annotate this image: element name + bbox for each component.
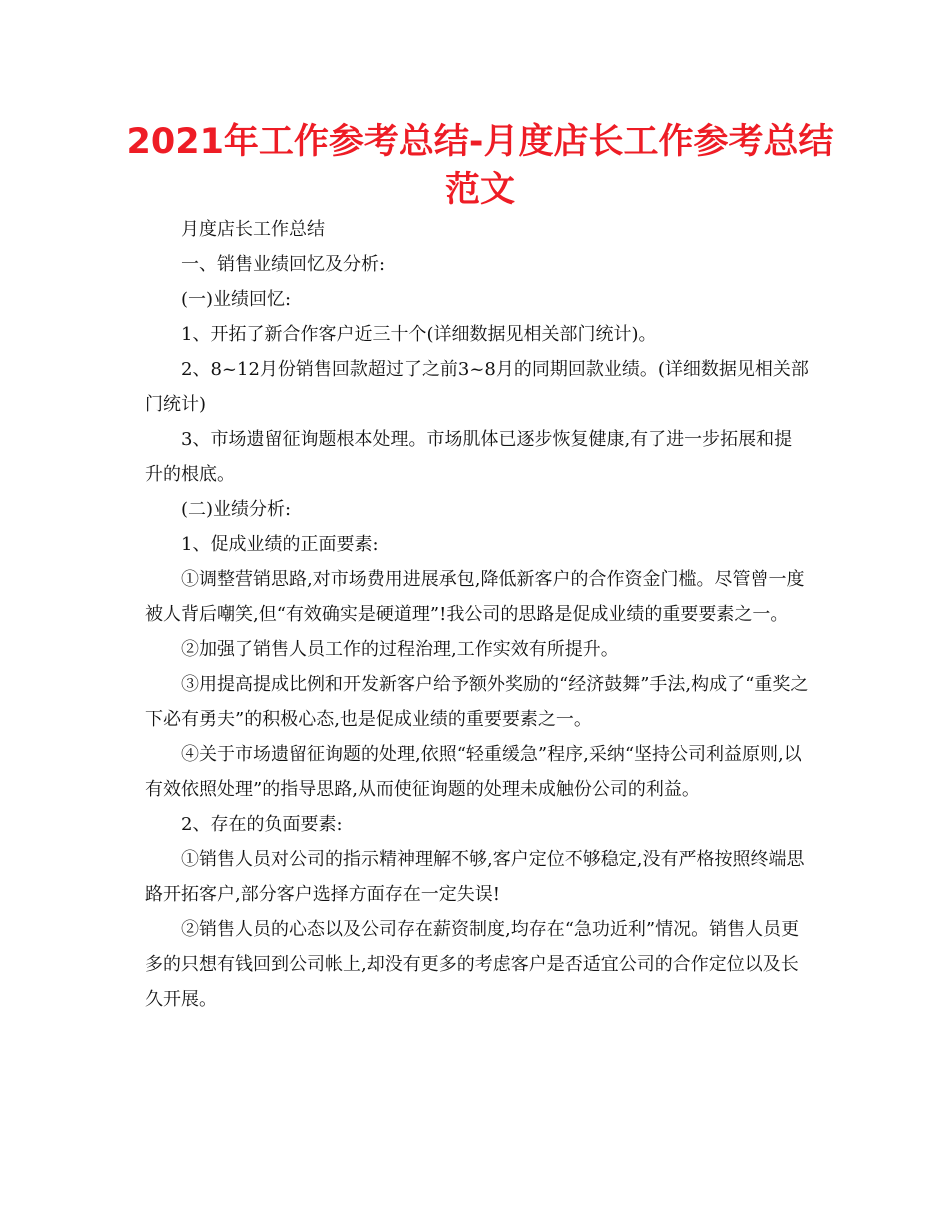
paragraph: ②加强了销售人员工作的过程治理,工作实效有所提升。 <box>181 639 619 660</box>
paragraph: 2、8~12月份销售回款超过了之前3~8月的同期回款业绩。(详细数据见相关部门统计) <box>145 359 809 415</box>
paragraph: 3、市场遗留征询题根本处理。市场肌体已逐步恢复健康,有了进一步拓展和提升的根底。 <box>145 429 793 485</box>
paragraph-subsection-1: (一)业绩回忆: <box>181 289 292 310</box>
paragraph: 2、存在的负面要素: <box>181 814 343 835</box>
paragraph-subsection-2: (二)业绩分析: <box>181 499 292 520</box>
paragraph-section-1: 一、销售业绩回忆及分析: <box>181 254 386 275</box>
document-body <box>145 212 810 1017</box>
paragraph: ③用提高提成比例和开发新客户给予额外奖励的“经济鼓舞”手法,构成了“重奖之下必有勇夫”的积极心态,也是促成业绩的重要要素之一。 <box>145 674 809 730</box>
paragraph-heading: 月度店长工作总结 <box>181 219 325 240</box>
paragraph: ②销售人员的心态以及公司存在薪资制度,均存在“急功近利”情况。销售人员更多的只想有钱回到公司帐上,却没有更多的考虑客户是否适宜公司的合作定位以及长久开展。 <box>145 919 800 1010</box>
document-title: 2021年工作参考总结-月度店长工作参考总结范文 <box>126 122 834 210</box>
paragraph: ①销售人员对公司的指示精神理解不够,客户定位不够稳定,没有严格按照终端思路开拓客户,部分客户选择方面存在一定失误! <box>145 849 805 905</box>
paragraph: 1、促成业绩的正面要素: <box>181 534 379 555</box>
paragraph: ①调整营销思路,对市场费用进展承包,降低新客户的合作资金门槛。尽管曾一度被人背后嘲笑,但“有效确实是硬道理”!我公司的思路是促成业绩的重要要素之一。 <box>145 569 805 625</box>
paragraph: ④关于市场遗留征询题的处理,依照“轻重缓急”程序,采纳“坚持公司利益原则,以有效依照处理”的指导思路,从而使征询题的处理未成触份公司的利益。 <box>145 744 802 800</box>
paragraph: 1、开拓了新合作客户近三十个(详细数据见相关部门统计)。 <box>181 324 657 345</box>
